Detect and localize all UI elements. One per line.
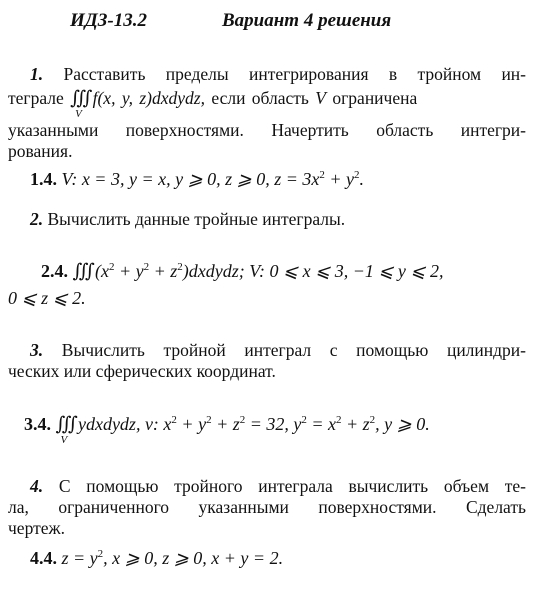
task1-line4: рования. <box>8 141 73 161</box>
variant-title: Вариант 4 решения <box>222 10 392 31</box>
task4-line3: чертеж. <box>8 518 65 538</box>
task1-number: 1. <box>30 64 44 84</box>
task2-line1: 2. Вычислить данные тройные интегралы. <box>30 209 346 229</box>
task4-item: 4.4. $z = y^2$, x ⩾ 0, z ⩾ 0, x + y = 2. <box>30 548 284 568</box>
task3-item: 3.4. ∭ V ydxdydz, v: $x^2 + y^2 + z^2 = 32$, $y^2 = x^2 + z^2$, y ⩾ 0. <box>24 414 430 446</box>
task2-item: 2.4. ∭ ($x^2 + y^2$ + $z^2)dxdydz$; V: 0 ⩽ x ⩽ 3, −1 ⩽ y ⩽ 2, <box>41 261 444 282</box>
task1-line3: указанными поверхностями. Начертить область интегри- <box>8 120 526 140</box>
task3-number: 3. <box>30 340 44 360</box>
triple-integral-sign: ∭ V <box>70 88 87 120</box>
task1-line1: 1. Расставить пределы интегрирования в тройном ин- <box>30 64 527 84</box>
task4-line2: ла, ограниченного указанными поверхностями. Сделать <box>8 497 526 517</box>
triple-integral-sign: ∭ V <box>55 414 72 446</box>
task1-item: 1.4. V: x = 3, y = x, y ⩾ 0, z ⩾ 0, $z = 3x^2 + y^2$. <box>30 169 365 189</box>
task2-number: 2. <box>30 209 44 229</box>
task4-line1: 4. С помощью тройного интеграла вычислить объем те- <box>30 476 527 496</box>
triple-integral-sign: ∭ <box>72 261 89 282</box>
task3-line2: ческих или сферических координат. <box>8 361 276 381</box>
doc-code: ИДЗ-13.2 <box>70 10 148 31</box>
task3-line1: 3. Вычислить тройной интеграл с помощью цилиндри- <box>30 340 526 360</box>
task2-item-line2: 0 ⩽ z ⩽ 2. <box>8 288 86 308</box>
task4-number: 4. <box>30 476 44 496</box>
task1-line2: теграле ∭ V f(x, y, z)dxdydz, если область V ограничена <box>8 88 418 120</box>
